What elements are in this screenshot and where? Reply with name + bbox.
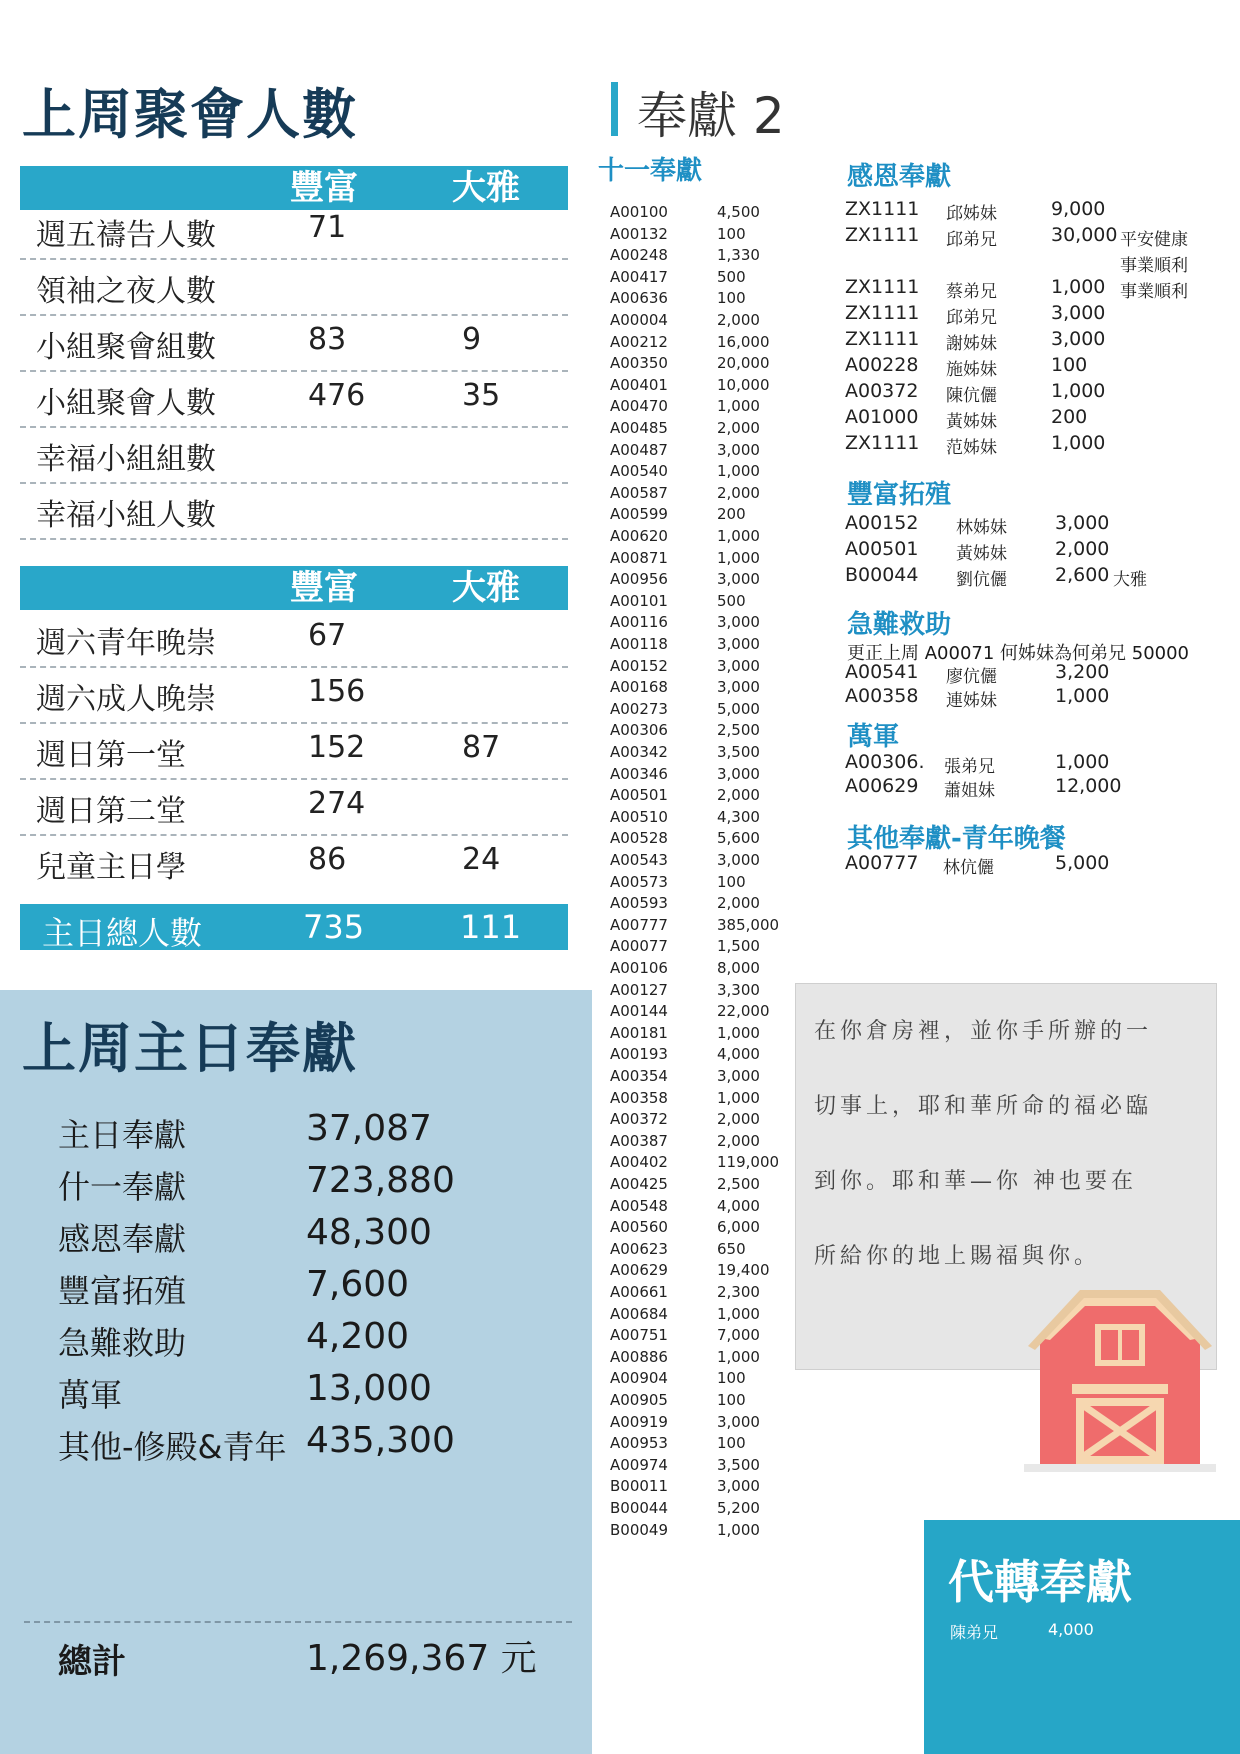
- summary-row-value: 435,300: [306, 1420, 455, 1461]
- tithe-member-id: A00106: [610, 959, 668, 977]
- attendance-row-label: 週日第二堂: [36, 794, 186, 829]
- attendance-row-fengfu: 152: [308, 730, 366, 765]
- tithe-member-id: A00387: [610, 1132, 668, 1150]
- tithe-member-id: A00152: [610, 657, 668, 675]
- attendance-row-fengfu: 67: [308, 618, 347, 653]
- thanks-heading: 感恩奉獻: [847, 162, 952, 192]
- member-name: 蕭姐妹: [944, 781, 995, 801]
- attendance-row-daya: 35: [462, 378, 501, 413]
- member-id: A01000: [845, 406, 919, 428]
- tithe-amount: 3,000: [717, 1413, 760, 1431]
- summary-row-label: 什一奉獻: [58, 1168, 187, 1206]
- tithe-member-id: A00181: [610, 1024, 668, 1042]
- tithe-member-id: A00470: [610, 397, 668, 415]
- tithe-amount: 3,000: [717, 613, 760, 631]
- tithe-member-id: A00077: [610, 937, 668, 955]
- attendance-row-fengfu: 71: [308, 210, 347, 245]
- tithe-member-id: A00974: [610, 1456, 668, 1474]
- tithe-amount: 3,000: [717, 657, 760, 675]
- tithe-member-id: A00100: [610, 203, 668, 221]
- tithe-amount: 1,000: [717, 1521, 760, 1539]
- member-id: A00306.: [845, 751, 925, 773]
- member-id: A00501: [845, 538, 919, 560]
- other-heading: 其他奉獻-青年晚餐: [847, 824, 1066, 854]
- tithe-member-id: A00168: [610, 678, 668, 696]
- amount: 2,000: [1055, 538, 1110, 560]
- amount: 1,000: [1051, 432, 1106, 454]
- tithe-amount: 2,000: [717, 1132, 760, 1150]
- tithe-member-id: A00661: [610, 1283, 668, 1301]
- tithe-amount: 4,000: [717, 1045, 760, 1063]
- attendance-row: [20, 778, 568, 836]
- member-id: ZX1111: [845, 276, 920, 298]
- summary-row-value: 4,200: [306, 1316, 410, 1357]
- tithe-amount: 22,000: [717, 1002, 770, 1020]
- tithe-amount: 500: [717, 592, 746, 610]
- amount: 1,000: [1051, 276, 1106, 298]
- member-name: 邱弟兄: [946, 230, 997, 250]
- tithe-member-id: A00777: [610, 916, 668, 934]
- tithe-amount: 2,500: [717, 1175, 760, 1193]
- attendance-row: [20, 666, 568, 724]
- verse-line: 到你。耶和華—你 神也要在: [814, 1169, 1137, 1194]
- tithe-member-id: A00599: [610, 505, 668, 523]
- member-name: 陳伉儷: [946, 386, 997, 406]
- attendance-row: [20, 482, 568, 540]
- amount: 3,000: [1051, 302, 1106, 324]
- member-name: 廖伉儷: [946, 667, 997, 687]
- member-id: A00358: [845, 685, 919, 707]
- hosts-heading: 萬軍: [847, 722, 900, 752]
- attendance-row: [20, 370, 568, 428]
- tithe-member-id: A00636: [610, 289, 668, 307]
- offering-note: 平安健康: [1120, 230, 1188, 250]
- tithe-amount: 1,330: [717, 246, 760, 264]
- tithe-member-id: A00193: [610, 1045, 668, 1063]
- amount: 30,000: [1051, 224, 1118, 246]
- tithe-member-id: B00049: [610, 1521, 669, 1539]
- attendance-row-daya: 9: [462, 322, 482, 357]
- barn-icon: [1020, 1288, 1220, 1474]
- tithe-member-id: A00485: [610, 419, 668, 437]
- member-id: A00372: [845, 380, 919, 402]
- summary-total-value: 1,269,367 元: [306, 1638, 537, 1679]
- tithe-member-id: A00623: [610, 1240, 668, 1258]
- member-name: 黃姊妹: [956, 544, 1007, 564]
- tithe-member-id: B00044: [610, 1499, 669, 1517]
- tithe-amount: 7,000: [717, 1326, 760, 1344]
- member-id: ZX1111: [845, 432, 920, 454]
- member-id: ZX1111: [845, 224, 920, 246]
- tithe-amount: 5,000: [717, 700, 760, 718]
- attendance-row-label: 小組聚會組數: [36, 330, 216, 365]
- member-id: A00629: [845, 775, 919, 797]
- tithe-member-id: A00956: [610, 570, 668, 588]
- tithe-member-id: A00248: [610, 246, 668, 264]
- attendance-title: 上周聚會人數: [22, 83, 358, 146]
- tithe-member-id: A00417: [610, 268, 668, 286]
- amount: 12,000: [1055, 775, 1122, 797]
- member-name: 謝姊妹: [946, 334, 997, 354]
- tithe-amount: 5,600: [717, 829, 760, 847]
- tithe-amount: 1,000: [717, 462, 760, 480]
- tithe-amount: 3,000: [717, 765, 760, 783]
- tithe-member-id: A00629: [610, 1261, 668, 1279]
- attendance-row-daya: 87: [462, 730, 501, 765]
- member-name: 邱姊妹: [946, 204, 997, 224]
- tithe-amount: 2,000: [717, 786, 760, 804]
- attendance-row: [20, 610, 568, 668]
- summary-row-label: 急難救助: [58, 1324, 187, 1362]
- amount: 100: [1051, 354, 1088, 376]
- tithe-member-id: A00573: [610, 873, 668, 891]
- tithe-amount: 1,500: [717, 937, 760, 955]
- offering-summary-panel: [0, 990, 592, 1754]
- tithe-member-id: A00528: [610, 829, 668, 847]
- tithe-amount: 1,000: [717, 397, 760, 415]
- tithe-amount: 4,300: [717, 808, 760, 826]
- attendance-row-fengfu: 476: [308, 378, 366, 413]
- attendance-row: [20, 834, 568, 890]
- summary-row-value: 7,600: [306, 1264, 410, 1305]
- attendance-row-label: 兒童主日學: [36, 850, 186, 885]
- amount: 3,000: [1055, 512, 1110, 534]
- tithe-amount: 650: [717, 1240, 746, 1258]
- member-id: A00152: [845, 512, 919, 534]
- attendance-row-label: 小組聚會人數: [36, 386, 216, 421]
- tithe-member-id: A00306: [610, 721, 668, 739]
- summary-total-label: 總計: [58, 1642, 126, 1682]
- amount: 3,200: [1055, 661, 1110, 683]
- member-name: 邱弟兄: [946, 308, 997, 328]
- member-name: 黃姊妹: [946, 412, 997, 432]
- tithe-member-id: A00540: [610, 462, 668, 480]
- summary-row-value: 723,880: [306, 1160, 455, 1201]
- relief-correction-note: 更正上周 A00071 何姊妹為何弟兄 50000: [847, 643, 1189, 664]
- attendance-total-row: [20, 904, 568, 950]
- tithe-member-id: A00904: [610, 1369, 668, 1387]
- tithe-member-id: A00587: [610, 484, 668, 502]
- attendance-row-daya: 24: [462, 842, 501, 877]
- tithe-member-id: A00342: [610, 743, 668, 761]
- tithe-member-id: A00144: [610, 1002, 668, 1020]
- offering-note: 事業順利: [1120, 282, 1188, 302]
- tithe-amount: 4,500: [717, 203, 760, 221]
- transfer-name: 陳弟兄: [950, 1623, 999, 1642]
- tithe-member-id: A00132: [610, 225, 668, 243]
- tithe-member-id: A00510: [610, 808, 668, 826]
- tithe-member-id: A00501: [610, 786, 668, 804]
- tithe-member-id: A00560: [610, 1218, 668, 1236]
- tithe-amount: 3,000: [717, 635, 760, 653]
- amount: 9,000: [1051, 198, 1106, 220]
- amount: 2,600: [1055, 564, 1110, 586]
- tithe-member-id: A00004: [610, 311, 668, 329]
- member-id: A00777: [845, 852, 919, 874]
- member-id: A00541: [845, 661, 919, 683]
- tithe-amount: 3,000: [717, 851, 760, 869]
- tithe-member-id: A00953: [610, 1434, 668, 1452]
- tithe-amount: 20,000: [717, 354, 770, 372]
- offering2-title: 奉獻 2: [637, 87, 785, 145]
- tithe-amount: 100: [717, 225, 746, 243]
- tithe-member-id: A00402: [610, 1153, 668, 1171]
- tithe-member-id: A00401: [610, 376, 668, 394]
- member-name: 連姊妹: [946, 691, 997, 711]
- member-id: ZX1111: [845, 328, 920, 350]
- tithe-member-id: A00118: [610, 635, 668, 653]
- offering-note: 事業順利: [1120, 256, 1188, 276]
- tithe-amount: 500: [717, 268, 746, 286]
- attendance-row: [20, 202, 568, 260]
- summary-row-value: 37,087: [306, 1108, 432, 1149]
- tithe-amount: 3,000: [717, 441, 760, 459]
- attendance-row-fengfu: 156: [308, 674, 366, 709]
- transfer-offering-box: [924, 1520, 1240, 1754]
- member-name: 張弟兄: [944, 757, 995, 777]
- tithe-amount: 2,000: [717, 311, 760, 329]
- tithe-amount: 100: [717, 1369, 746, 1387]
- amount: 1,000: [1055, 751, 1110, 773]
- tithe-amount: 3,500: [717, 743, 760, 761]
- tithe-amount: 1,000: [717, 1305, 760, 1323]
- tithe-amount: 19,400: [717, 1261, 770, 1279]
- attendance-row-fengfu: 86: [308, 842, 347, 877]
- attendance-row-label: 領袖之夜人數: [36, 274, 216, 309]
- tithe-member-id: A00127: [610, 981, 668, 999]
- tithe-amount: 3,000: [717, 1067, 760, 1085]
- member-name: 蔡弟兄: [946, 282, 997, 302]
- attendance-header-b: [20, 566, 568, 610]
- tithe-amount: 3,300: [717, 981, 760, 999]
- tithe-amount: 1,000: [717, 1024, 760, 1042]
- tithe-amount: 100: [717, 1434, 746, 1452]
- amount: 1,000: [1051, 380, 1106, 402]
- tithe-member-id: A00354: [610, 1067, 668, 1085]
- tithe-amount: 1,000: [717, 1348, 760, 1366]
- member-name: 施姊妹: [946, 360, 997, 380]
- attendance-row-label: 幸福小組人數: [36, 498, 216, 533]
- tithe-member-id: A00358: [610, 1089, 668, 1107]
- tithe-amount: 100: [717, 1391, 746, 1409]
- attendance-row-label: 週五禱告人數: [36, 218, 216, 253]
- col-header-daya: 大雅: [452, 168, 520, 208]
- tithe-amount: 8,000: [717, 959, 760, 977]
- tithe-amount: 2,000: [717, 419, 760, 437]
- tithe-amount: 119,000: [717, 1153, 780, 1171]
- summary-row-label: 豐富拓殖: [58, 1272, 187, 1310]
- tithe-member-id: A00919: [610, 1413, 668, 1431]
- col-header-fengfu: 豐富: [290, 568, 358, 608]
- tithe-member-id: A00593: [610, 894, 668, 912]
- member-name: 林伉儷: [943, 858, 994, 878]
- attendance-row-label: 週六青年晚崇: [36, 626, 216, 661]
- tithe-member-id: A00372: [610, 1110, 668, 1128]
- total-fengfu: 735: [303, 908, 365, 946]
- tithe-member-id: B00011: [610, 1477, 669, 1495]
- attendance-row-fengfu: 274: [308, 786, 366, 821]
- tithe-member-id: A00425: [610, 1175, 668, 1193]
- col-header-daya: 大雅: [452, 568, 520, 608]
- tithe-member-id: A00548: [610, 1197, 668, 1215]
- summary-row-label: 萬軍: [58, 1376, 123, 1414]
- tithe-amount: 1,000: [717, 549, 760, 567]
- member-name: 劉伉儷: [956, 570, 1007, 590]
- tithe-member-id: A00543: [610, 851, 668, 869]
- verse-line: 切事上，耶和華所命的福必臨: [814, 1094, 1153, 1119]
- tithe-amount: 100: [717, 289, 746, 307]
- attendance-row: [20, 426, 568, 484]
- summary-title: 上周主日奉獻: [22, 1017, 358, 1080]
- tithe-amount: 2,300: [717, 1283, 760, 1301]
- tithe-member-id: A00487: [610, 441, 668, 459]
- tithe-member-id: A00212: [610, 333, 668, 351]
- tithe-amount: 1,000: [717, 1089, 760, 1107]
- tithe-member-id: A00116: [610, 613, 668, 631]
- tithe-amount: 3,000: [717, 570, 760, 588]
- member-name: 范姊妹: [946, 438, 997, 458]
- total-label: 主日總人數: [42, 914, 203, 952]
- amount: 1,000: [1055, 685, 1110, 707]
- attendance-row-label: 幸福小組組數: [36, 442, 216, 477]
- attendance-row: [20, 314, 568, 372]
- summary-row-label: 其他-修殿&青年: [58, 1428, 287, 1466]
- tithe-amount: 2,000: [717, 484, 760, 502]
- total-daya: 111: [460, 908, 522, 946]
- verse-line: 在你倉房裡，並你手所辦的一: [814, 1019, 1153, 1044]
- attendance-row: [20, 258, 568, 316]
- tithe-member-id: A00886: [610, 1348, 668, 1366]
- tithe-heading: 十一奉獻: [598, 156, 703, 186]
- transfer-amount: 4,000: [1048, 1620, 1094, 1639]
- tithe-member-id: A00101: [610, 592, 668, 610]
- tithe-amount: 3,000: [717, 678, 760, 696]
- tithe-amount: 2,000: [717, 1110, 760, 1128]
- tithe-amount: 200: [717, 505, 746, 523]
- tithe-member-id: A00684: [610, 1305, 668, 1323]
- offering-note: 大雅: [1113, 570, 1147, 590]
- section-accent-bar: [611, 82, 618, 136]
- summary-row-value: 13,000: [306, 1368, 432, 1409]
- tithe-member-id: A00905: [610, 1391, 668, 1409]
- col-header-fengfu: 豐富: [290, 168, 358, 208]
- tithe-amount: 385,000: [717, 916, 780, 934]
- tithe-member-id: A00346: [610, 765, 668, 783]
- summary-divider: [24, 1621, 572, 1623]
- tithe-amount: 3,000: [717, 1477, 760, 1495]
- summary-row-label: 主日奉獻: [58, 1116, 187, 1154]
- attendance-row-fengfu: 83: [308, 322, 347, 357]
- member-id: ZX1111: [845, 302, 920, 324]
- member-name: 林姊妹: [956, 518, 1007, 538]
- member-id: A00228: [845, 354, 919, 376]
- attendance-row-label: 週日第一堂: [36, 738, 186, 773]
- attendance-row: [20, 722, 568, 780]
- amount: 3,000: [1051, 328, 1106, 350]
- tithe-amount: 16,000: [717, 333, 770, 351]
- relief-heading: 急難救助: [847, 610, 952, 640]
- tithe-amount: 2,500: [717, 721, 760, 739]
- tithe-amount: 5,200: [717, 1499, 760, 1517]
- tithe-member-id: A00751: [610, 1326, 668, 1344]
- transfer-heading: 代轉奉獻: [948, 1555, 1132, 1609]
- tithe-amount: 100: [717, 873, 746, 891]
- tithe-amount: 1,000: [717, 527, 760, 545]
- tithe-amount: 3,500: [717, 1456, 760, 1474]
- summary-row-value: 48,300: [306, 1212, 432, 1253]
- tithe-member-id: A00620: [610, 527, 668, 545]
- tithe-amount: 4,000: [717, 1197, 760, 1215]
- member-id: B00044: [845, 564, 919, 586]
- summary-row-label: 感恩奉獻: [58, 1220, 187, 1258]
- amount: 200: [1051, 406, 1088, 428]
- member-id: ZX1111: [845, 198, 920, 220]
- tithe-member-id: A00273: [610, 700, 668, 718]
- attendance-row-label: 週六成人晚崇: [36, 682, 216, 717]
- tithe-amount: 6,000: [717, 1218, 760, 1236]
- verse-line: 所給你的地上賜福與你。: [814, 1244, 1101, 1269]
- tithe-member-id: A00871: [610, 549, 668, 567]
- tithe-amount: 10,000: [717, 376, 770, 394]
- colonize-heading: 豐富拓殖: [847, 480, 952, 510]
- tithe-member-id: A00350: [610, 354, 668, 372]
- amount: 5,000: [1055, 852, 1110, 874]
- tithe-amount: 2,000: [717, 894, 760, 912]
